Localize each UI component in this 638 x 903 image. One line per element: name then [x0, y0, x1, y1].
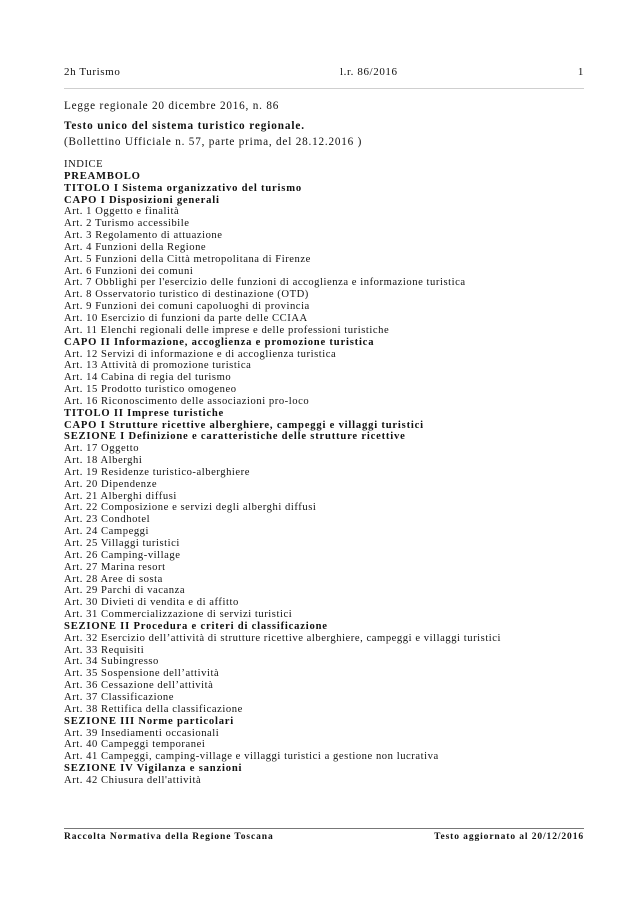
toc-entry: Art. 22 Composizione e servizi degli alberghi diffusi — [64, 502, 317, 514]
toc-entry: Art. 36 Cessazione dell’attività — [64, 680, 214, 692]
toc-entry: Art. 5 Funzioni della Città metropolitana di Firenze — [64, 253, 311, 265]
toc-entry: Art. 40 Campeggi temporanei — [64, 739, 206, 751]
bulletin-reference: (Bollettino Ufficiale n. 57, parte prima, del 28.12.2016 ) — [64, 136, 363, 148]
footer-collection: Raccolta Normativa della Regione Toscana — [64, 832, 274, 842]
toc-entry: Art. 17 Oggetto — [64, 443, 140, 455]
toc-entry: Art. 7 Obblighi per l'esercizio delle funzioni di accoglienza e informazione turistica — [64, 277, 466, 289]
footer-updated: Testo aggiornato al 20/12/2016 — [434, 832, 584, 842]
toc-entry: Art. 39 Insediamenti occasionali — [64, 727, 220, 739]
toc-heading: CAPO I Disposizioni generali — [64, 194, 220, 206]
toc-heading: TITOLO II Imprese turistiche — [64, 407, 225, 419]
toc-entry: Art. 20 Dipendenze — [64, 478, 158, 490]
toc-entry: Art. 10 Esercizio di funzioni da parte delle CCIAA — [64, 312, 308, 324]
toc-heading: CAPO II Informazione, accoglienza e promozione turistica — [64, 336, 375, 348]
toc-entry: Art. 12 Servizi di informazione e di accoglienza turistica — [64, 348, 337, 360]
toc-heading: SEZIONE III Norme particolari — [64, 715, 235, 727]
toc-entry: Art. 1 Oggetto e finalità — [64, 206, 180, 218]
toc-entry: Art. 32 Esercizio dell’attività di strutture ricettive alberghiere, campeggi e villaggi turistici — [64, 632, 502, 644]
toc-entry: INDICE — [64, 159, 104, 170]
toc-entry: Art. 23 Condhotel — [64, 514, 151, 526]
toc-heading: TITOLO I Sistema organizzativo del turismo — [64, 182, 302, 194]
toc-entry: Art. 8 Osservatorio turistico di destinazione (OTD) — [64, 289, 309, 301]
toc-heading: CAPO I Strutture ricettive alberghiere, campeggi e villaggi turistici — [64, 419, 424, 431]
toc-entry: Art. 18 Alberghi — [64, 455, 143, 467]
page-header — [64, 66, 584, 80]
header-divider — [64, 88, 584, 89]
toc-entry: Art. 19 Residenze turistico-alberghiere — [64, 466, 250, 478]
toc-entry: Art. 35 Sospensione dell’attività — [64, 668, 220, 680]
header-section: 2h Turismo — [64, 66, 121, 78]
toc-entry: Art. 24 Campeggi — [64, 526, 150, 538]
toc-entry: Art. 28 Aree di sosta — [64, 573, 163, 585]
document-title: Testo unico del sistema turistico regionale. — [64, 120, 305, 132]
toc-heading: SEZIONE II Procedura e criteri di classificazione — [64, 620, 328, 632]
toc-entry: Art. 37 Classificazione — [64, 691, 175, 703]
page-number: 1 — [577, 66, 584, 78]
toc-heading: SEZIONE I Definizione e caratteristiche delle strutture ricettive — [64, 431, 406, 443]
toc-entry: Art. 13 Attività di promozione turistica — [64, 360, 252, 372]
toc-entry: Art. 15 Prodotto turistico omogeneo — [64, 384, 237, 396]
toc-entry: Art. 3 Regolamento di attuazione — [64, 230, 223, 242]
toc-entry: Art. 42 Chiusura dell'attività — [64, 774, 202, 786]
toc-entry: Art. 41 Campeggi, camping-village e villaggi turistici a gestione non lucrativa — [64, 751, 439, 763]
toc-entry: Art. 30 Divieti di vendita e di affitto — [64, 597, 239, 609]
toc-entry: Art. 14 Cabina di regia del turismo — [64, 372, 232, 384]
law-reference: Legge regionale 20 dicembre 2016, n. 86 — [64, 100, 280, 112]
toc-entry: Art. 6 Funzioni dei comuni — [64, 265, 194, 277]
toc-entry: Art. 31 Commercializzazione di servizi turistici — [64, 609, 293, 621]
toc-entry: Art. 27 Marina resort — [64, 561, 166, 573]
footer-divider — [64, 828, 584, 829]
toc-entry: Art. 4 Funzioni della Regione — [64, 241, 207, 253]
table-of-contents — [64, 159, 598, 787]
toc-entry: Art. 21 Alberghi diffusi — [64, 490, 177, 502]
toc-entry: Art. 34 Subingresso — [64, 656, 159, 668]
toc-entry: Art. 2 Turismo accessibile — [64, 218, 190, 230]
toc-entry: Art. 16 Riconoscimento delle associazioni pro-loco — [64, 395, 310, 407]
toc-heading: SEZIONE IV Vigilanza e sanzioni — [64, 763, 243, 775]
toc-entry: Art. 9 Funzioni dei comuni capoluoghi di provincia — [64, 301, 310, 313]
toc-entry: Art. 38 Rettifica della classificazione — [64, 703, 243, 715]
toc-entry: Art. 29 Parchi di vacanza — [64, 585, 186, 597]
toc-entry: Art. 26 Camping-village — [64, 549, 181, 561]
toc-entry: Art. 33 Requisiti — [64, 644, 145, 656]
toc-heading: PREAMBOLO — [64, 170, 141, 182]
toc-entry: Art. 11 Elenchi regionali delle imprese e delle professioni turistiche — [64, 324, 390, 336]
toc-entry: Art. 25 Villaggi turistici — [64, 538, 180, 549]
header-law-ref: l.r. 86/2016 — [340, 66, 398, 78]
